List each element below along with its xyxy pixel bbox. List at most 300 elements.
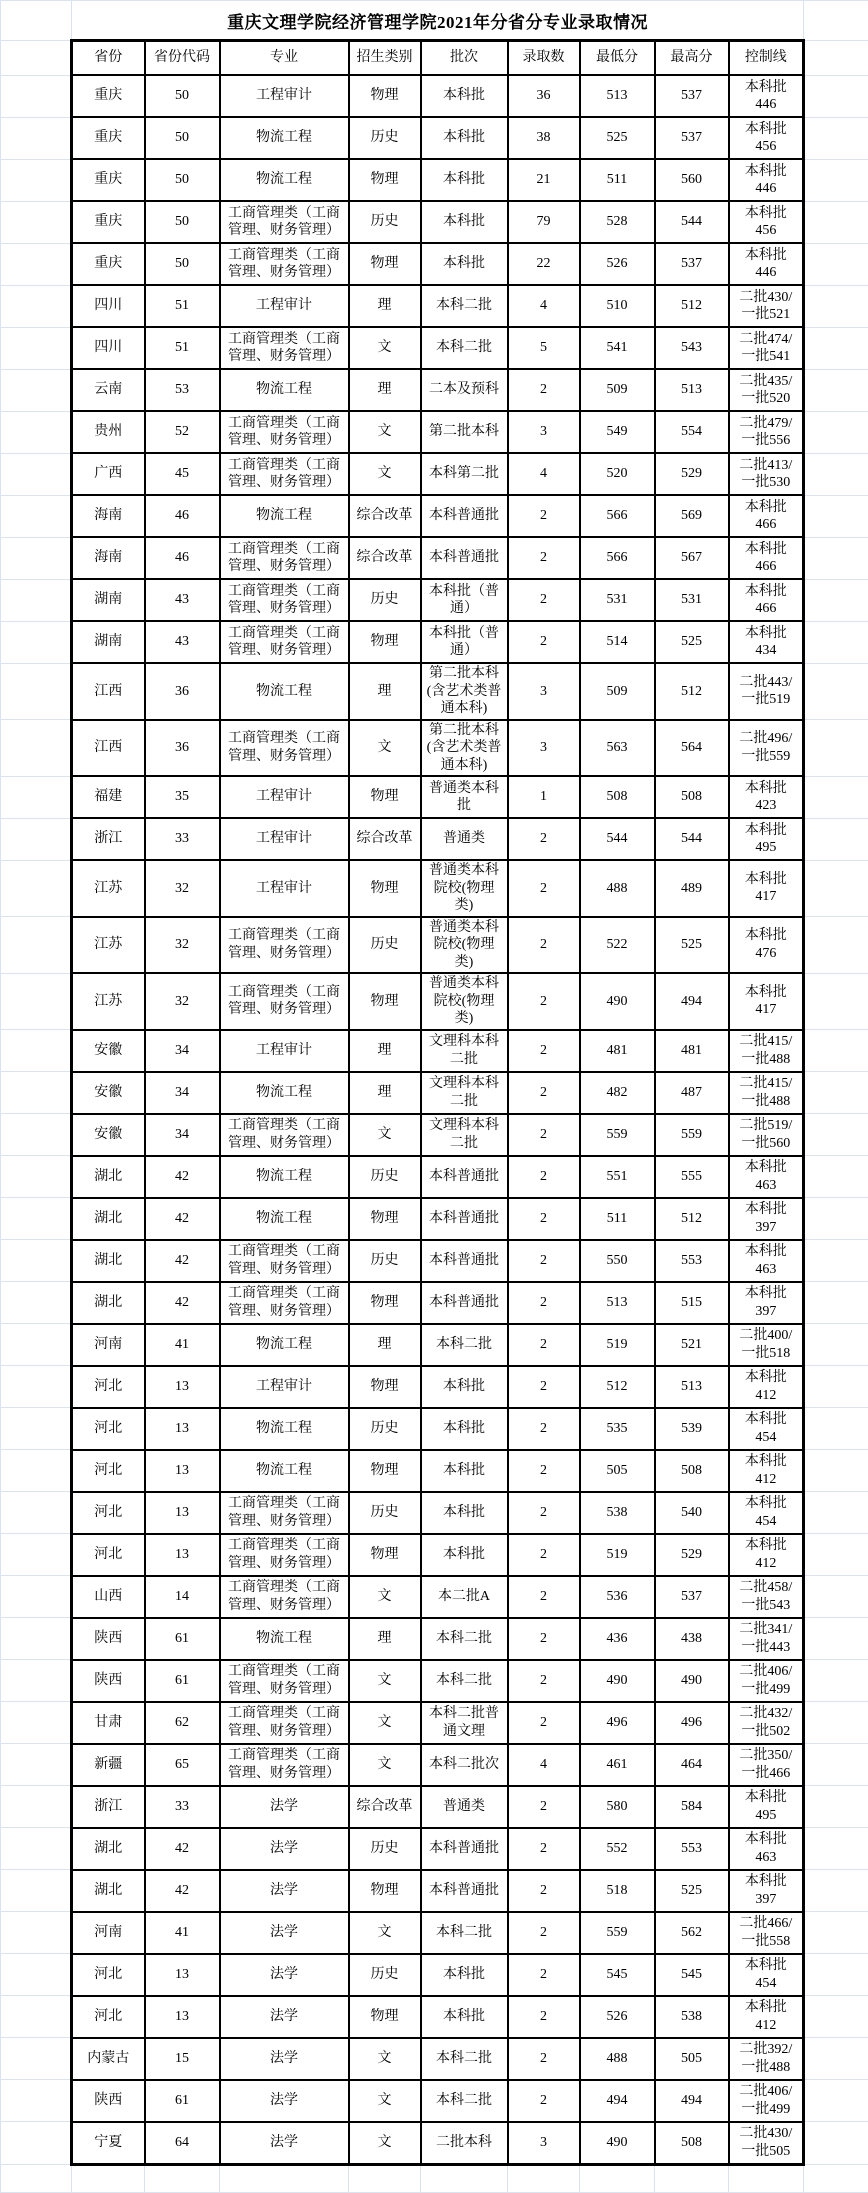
cell-control-line: 本科批 446	[729, 75, 804, 117]
cell-admission-category: 文	[349, 453, 421, 495]
column-header-control-line: 控制线	[729, 41, 804, 76]
cell-min-score: 519	[580, 1534, 655, 1576]
cell-admitted-count: 2	[508, 1534, 580, 1576]
cell-province: 湖北	[72, 1870, 145, 1912]
cell-min-score: 531	[580, 579, 655, 621]
left-margin-cell	[1, 579, 72, 621]
left-margin-cell	[1, 1786, 72, 1828]
cell-admission-category: 理	[349, 369, 421, 411]
right-margin-cell	[804, 453, 868, 495]
column-header-admitted-count: 录取数	[508, 41, 580, 76]
cell-province-code: 36	[145, 663, 220, 720]
left-margin-cell	[1, 663, 72, 720]
left-margin-cell	[1, 117, 72, 159]
cell-major: 工商管理类（工商 管理、财务管理）	[220, 1240, 349, 1282]
left-margin-cell	[1, 41, 72, 76]
cell-min-score: 552	[580, 1828, 655, 1870]
right-margin-cell	[804, 1786, 868, 1828]
cell-admitted-count: 2	[508, 1408, 580, 1450]
cell-major: 工商管理类（工商 管理、财务管理）	[220, 1282, 349, 1324]
left-margin-cell	[1, 1240, 72, 1282]
right-margin-cell	[804, 1240, 868, 1282]
cell-major: 法学	[220, 1954, 349, 1996]
right-margin-cell	[804, 159, 868, 201]
left-margin-cell	[1, 621, 72, 663]
cell-batch: 本科批	[421, 159, 508, 201]
cell-control-line: 本科批 454	[729, 1954, 804, 1996]
cell-admission-category: 历史	[349, 201, 421, 243]
cell-max-score: 537	[655, 1576, 729, 1618]
right-margin-cell	[804, 243, 868, 285]
cell-batch: 普通类本科 院校(物理 类)	[421, 973, 508, 1030]
cell-admission-category: 历史	[349, 1240, 421, 1282]
cell-max-score: 489	[655, 860, 729, 917]
cell-max-score: 569	[655, 495, 729, 537]
cell-province-code: 13	[145, 1996, 220, 2038]
cell-admitted-count: 2	[508, 1282, 580, 1324]
cell-max-score: 544	[655, 201, 729, 243]
table-row	[1, 1030, 868, 1072]
right-margin-cell	[804, 1114, 868, 1156]
right-margin-cell	[804, 1534, 868, 1576]
cell-min-score: 545	[580, 1954, 655, 1996]
table-row	[1, 2080, 868, 2122]
cell-admitted-count: 3	[508, 663, 580, 720]
cell-control-line: 本科批 463	[729, 1828, 804, 1870]
cell-province: 陕西	[72, 2080, 145, 2122]
gridline-cell	[72, 2164, 145, 2192]
cell-province-code: 52	[145, 411, 220, 453]
cell-major: 工商管理类（工商 管理、财务管理）	[220, 1660, 349, 1702]
cell-major: 物流工程	[220, 1618, 349, 1660]
cell-major: 工商管理类（工商 管理、财务管理）	[220, 243, 349, 285]
cell-batch: 本二批A	[421, 1576, 508, 1618]
cell-max-score: 508	[655, 1450, 729, 1492]
cell-province: 广西	[72, 453, 145, 495]
cell-province-code: 46	[145, 537, 220, 579]
right-margin-cell	[804, 1282, 868, 1324]
cell-max-score: 538	[655, 1996, 729, 2038]
cell-major: 物流工程	[220, 369, 349, 411]
cell-admission-category: 文	[349, 1912, 421, 1954]
cell-min-score: 522	[580, 917, 655, 974]
cell-max-score: 531	[655, 579, 729, 621]
cell-major: 法学	[220, 1912, 349, 1954]
table-row	[1, 1912, 868, 1954]
cell-province: 河南	[72, 1912, 145, 1954]
cell-control-line: 二批400/ 一批518	[729, 1324, 804, 1366]
cell-province: 内蒙古	[72, 2038, 145, 2080]
cell-admitted-count: 2	[508, 1450, 580, 1492]
table-row	[1, 2038, 868, 2080]
cell-control-line: 二批406/ 一批499	[729, 1660, 804, 1702]
cell-admitted-count: 2	[508, 2038, 580, 2080]
cell-major: 物流工程	[220, 117, 349, 159]
cell-admitted-count: 2	[508, 621, 580, 663]
cell-province: 重庆	[72, 117, 145, 159]
right-margin-cell	[804, 621, 868, 663]
right-margin-cell	[804, 41, 868, 76]
table-row	[1, 411, 868, 453]
right-margin-cell	[804, 579, 868, 621]
cell-max-score: 562	[655, 1912, 729, 1954]
cell-min-score: 490	[580, 973, 655, 1030]
cell-admitted-count: 2	[508, 818, 580, 860]
cell-batch: 本科二批	[421, 327, 508, 369]
table-row	[1, 1450, 868, 1492]
cell-control-line: 本科批 412	[729, 1996, 804, 2038]
gridline-cell	[349, 2164, 421, 2192]
cell-admission-category: 理	[349, 1030, 421, 1072]
cell-max-score: 554	[655, 411, 729, 453]
cell-major: 工商管理类（工商 管理、财务管理）	[220, 579, 349, 621]
cell-max-score: 584	[655, 1786, 729, 1828]
cell-max-score: 515	[655, 1282, 729, 1324]
cell-province: 湖北	[72, 1828, 145, 1870]
cell-batch: 本科批	[421, 75, 508, 117]
cell-province-code: 62	[145, 1702, 220, 1744]
right-margin-cell	[804, 1870, 868, 1912]
left-margin-cell	[1, 1156, 72, 1198]
cell-admitted-count: 2	[508, 495, 580, 537]
cell-min-score: 544	[580, 818, 655, 860]
cell-admitted-count: 2	[508, 860, 580, 917]
cell-control-line: 本科批 397	[729, 1282, 804, 1324]
cell-max-score: 494	[655, 973, 729, 1030]
cell-batch: 普通类本科 院校(物理 类)	[421, 917, 508, 974]
right-margin-cell	[804, 411, 868, 453]
cell-min-score: 511	[580, 1198, 655, 1240]
cell-control-line: 二批432/ 一批502	[729, 1702, 804, 1744]
cell-province: 重庆	[72, 201, 145, 243]
left-margin-cell	[1, 1, 72, 41]
right-margin-cell	[804, 1408, 868, 1450]
right-margin-cell	[804, 818, 868, 860]
cell-province-code: 32	[145, 973, 220, 1030]
cell-min-score: 514	[580, 621, 655, 663]
cell-control-line: 本科批 412	[729, 1450, 804, 1492]
cell-control-line: 本科批 456	[729, 117, 804, 159]
cell-province: 河北	[72, 1996, 145, 2038]
right-margin-cell	[804, 1030, 868, 1072]
table-row	[1, 159, 868, 201]
cell-max-score: 508	[655, 2122, 729, 2165]
cell-max-score: 553	[655, 1240, 729, 1282]
left-margin-cell	[1, 201, 72, 243]
cell-max-score: 496	[655, 1702, 729, 1744]
cell-admission-category: 文	[349, 720, 421, 777]
table-row	[1, 1198, 868, 1240]
cell-admission-category: 物理	[349, 1996, 421, 2038]
table-row	[1, 1408, 868, 1450]
cell-max-score: 553	[655, 1828, 729, 1870]
table-row	[1, 495, 868, 537]
cell-admission-category: 理	[349, 1324, 421, 1366]
cell-province-code: 35	[145, 776, 220, 818]
cell-batch: 本科批	[421, 1408, 508, 1450]
cell-province: 陕西	[72, 1618, 145, 1660]
cell-max-score: 529	[655, 1534, 729, 1576]
left-margin-cell	[1, 495, 72, 537]
cell-admitted-count: 2	[508, 1324, 580, 1366]
cell-admitted-count: 2	[508, 1492, 580, 1534]
cell-province: 江苏	[72, 917, 145, 974]
cell-province-code: 32	[145, 917, 220, 974]
cell-control-line: 二批435/ 一批520	[729, 369, 804, 411]
cell-batch: 本科普通批	[421, 1828, 508, 1870]
left-margin-cell	[1, 1870, 72, 1912]
table-row	[1, 1870, 868, 1912]
cell-major: 工程审计	[220, 1030, 349, 1072]
cell-province-code: 41	[145, 1912, 220, 1954]
cell-major: 物流工程	[220, 1072, 349, 1114]
gridline-cell	[220, 2164, 349, 2192]
cell-province-code: 32	[145, 860, 220, 917]
gridline-cell	[145, 2164, 220, 2192]
cell-batch: 本科批	[421, 1492, 508, 1534]
cell-min-score: 525	[580, 117, 655, 159]
table-row	[1, 369, 868, 411]
cell-max-score: 521	[655, 1324, 729, 1366]
right-margin-cell	[804, 369, 868, 411]
cell-admission-category: 文	[349, 2038, 421, 2080]
left-margin-cell	[1, 537, 72, 579]
cell-batch: 本科普通批	[421, 495, 508, 537]
cell-admitted-count: 2	[508, 579, 580, 621]
cell-control-line: 本科批 463	[729, 1156, 804, 1198]
cell-control-line: 二批466/ 一批558	[729, 1912, 804, 1954]
cell-max-score: 537	[655, 117, 729, 159]
cell-admission-category: 历史	[349, 1828, 421, 1870]
cell-province-code: 64	[145, 2122, 220, 2165]
cell-min-score: 541	[580, 327, 655, 369]
cell-max-score: 512	[655, 285, 729, 327]
cell-max-score: 508	[655, 776, 729, 818]
left-margin-cell	[1, 1744, 72, 1786]
table-body	[1, 75, 868, 2164]
page-title: 重庆文理学院经济管理学院2021年分省分专业录取情况	[72, 1, 804, 41]
cell-max-score: 525	[655, 917, 729, 974]
cell-max-score: 555	[655, 1156, 729, 1198]
cell-admission-category: 理	[349, 1618, 421, 1660]
cell-major: 工商管理类（工商 管理、财务管理）	[220, 327, 349, 369]
cell-batch: 本科批	[421, 201, 508, 243]
left-margin-cell	[1, 327, 72, 369]
cell-admitted-count: 2	[508, 1198, 580, 1240]
cell-admitted-count: 38	[508, 117, 580, 159]
cell-major: 物流工程	[220, 663, 349, 720]
cell-min-score: 518	[580, 1870, 655, 1912]
left-margin-cell	[1, 2038, 72, 2080]
table-row	[1, 1618, 868, 1660]
right-margin-cell	[804, 973, 868, 1030]
cell-province: 安徽	[72, 1114, 145, 1156]
cell-province-code: 34	[145, 1114, 220, 1156]
cell-batch: 二本及预科	[421, 369, 508, 411]
cell-control-line: 本科批 446	[729, 159, 804, 201]
left-margin-cell	[1, 2080, 72, 2122]
cell-province-code: 42	[145, 1828, 220, 1870]
cell-admission-category: 文	[349, 411, 421, 453]
table-row	[1, 1072, 868, 1114]
cell-major: 法学	[220, 1786, 349, 1828]
cell-province-code: 33	[145, 1786, 220, 1828]
right-margin-cell	[804, 1156, 868, 1198]
cell-control-line: 二批341/ 一批443	[729, 1618, 804, 1660]
cell-admitted-count: 22	[508, 243, 580, 285]
cell-admission-category: 物理	[349, 621, 421, 663]
cell-admission-category: 理	[349, 663, 421, 720]
cell-major: 工商管理类（工商 管理、财务管理）	[220, 1702, 349, 1744]
cell-max-score: 490	[655, 1660, 729, 1702]
cell-major: 工商管理类（工商 管理、财务管理）	[220, 201, 349, 243]
right-margin-cell	[804, 1660, 868, 1702]
cell-batch: 本科二批	[421, 1618, 508, 1660]
cell-control-line: 本科批 466	[729, 495, 804, 537]
right-margin-cell	[804, 1744, 868, 1786]
cell-major: 工商管理类（工商 管理、财务管理）	[220, 973, 349, 1030]
cell-batch: 第二批本科 (含艺术类普 通本科)	[421, 720, 508, 777]
cell-admitted-count: 2	[508, 1786, 580, 1828]
cell-min-score: 536	[580, 1576, 655, 1618]
cell-control-line: 二批392/ 一批488	[729, 2038, 804, 2080]
cell-major: 工商管理类（工商 管理、财务管理）	[220, 1534, 349, 1576]
left-margin-cell	[1, 75, 72, 117]
cell-min-score: 482	[580, 1072, 655, 1114]
gridline-cell	[580, 2164, 655, 2192]
right-margin-cell	[804, 776, 868, 818]
bottom-gridline-row	[1, 2164, 868, 2192]
cell-major: 物流工程	[220, 1408, 349, 1450]
cell-min-score: 488	[580, 860, 655, 917]
left-margin-cell	[1, 1450, 72, 1492]
cell-max-score: 544	[655, 818, 729, 860]
right-margin-cell	[804, 860, 868, 917]
cell-max-score: 543	[655, 327, 729, 369]
cell-batch: 本科二批	[421, 1660, 508, 1702]
cell-admission-category: 物理	[349, 1198, 421, 1240]
table-row	[1, 1954, 868, 1996]
cell-admitted-count: 2	[508, 1702, 580, 1744]
cell-admitted-count: 2	[508, 1618, 580, 1660]
table-row	[1, 776, 868, 818]
cell-province-code: 42	[145, 1870, 220, 1912]
cell-min-score: 550	[580, 1240, 655, 1282]
cell-province-code: 51	[145, 327, 220, 369]
cell-province-code: 15	[145, 2038, 220, 2080]
table-row	[1, 453, 868, 495]
table-row	[1, 2122, 868, 2165]
cell-admission-category: 历史	[349, 579, 421, 621]
cell-batch: 本科批	[421, 1450, 508, 1492]
cell-province: 江西	[72, 663, 145, 720]
cell-control-line: 本科批 412	[729, 1534, 804, 1576]
cell-province: 四川	[72, 285, 145, 327]
header-row	[1, 41, 868, 76]
cell-min-score: 512	[580, 1366, 655, 1408]
cell-major: 工程审计	[220, 1366, 349, 1408]
table-row	[1, 1114, 868, 1156]
cell-admission-category: 文	[349, 2080, 421, 2122]
cell-min-score: 526	[580, 1996, 655, 2038]
cell-province: 湖北	[72, 1198, 145, 1240]
cell-admission-category: 物理	[349, 1366, 421, 1408]
cell-province: 浙江	[72, 818, 145, 860]
cell-admitted-count: 3	[508, 720, 580, 777]
cell-province: 安徽	[72, 1030, 145, 1072]
cell-province: 福建	[72, 776, 145, 818]
cell-max-score: 529	[655, 453, 729, 495]
cell-admission-category: 物理	[349, 243, 421, 285]
cell-admission-category: 文	[349, 1114, 421, 1156]
cell-admission-category: 物理	[349, 860, 421, 917]
right-margin-cell	[804, 2038, 868, 2080]
cell-province: 河北	[72, 1408, 145, 1450]
cell-province-code: 50	[145, 201, 220, 243]
column-header-min-score: 最低分	[580, 41, 655, 76]
cell-control-line: 二批415/ 一批488	[729, 1072, 804, 1114]
cell-admission-category: 物理	[349, 1870, 421, 1912]
cell-max-score: 525	[655, 621, 729, 663]
cell-min-score: 494	[580, 2080, 655, 2122]
left-margin-cell	[1, 1072, 72, 1114]
cell-control-line: 本科批 412	[729, 1366, 804, 1408]
table-row	[1, 579, 868, 621]
cell-control-line: 本科批 454	[729, 1492, 804, 1534]
cell-province: 四川	[72, 327, 145, 369]
cell-province: 河北	[72, 1366, 145, 1408]
cell-admission-category: 物理	[349, 159, 421, 201]
cell-batch: 本科二批普 通文理	[421, 1702, 508, 1744]
cell-admitted-count: 3	[508, 411, 580, 453]
cell-min-score: 513	[580, 1282, 655, 1324]
cell-province: 江西	[72, 720, 145, 777]
cell-max-score: 505	[655, 2038, 729, 2080]
right-margin-cell	[804, 1324, 868, 1366]
cell-province-code: 50	[145, 243, 220, 285]
cell-province-code: 33	[145, 818, 220, 860]
cell-batch: 本科二批	[421, 1324, 508, 1366]
cell-min-score: 490	[580, 2122, 655, 2165]
cell-province-code: 61	[145, 1660, 220, 1702]
left-margin-cell	[1, 2164, 72, 2192]
cell-min-score: 559	[580, 1912, 655, 1954]
table-row	[1, 243, 868, 285]
cell-batch: 文理科本科 二批	[421, 1114, 508, 1156]
cell-min-score: 508	[580, 776, 655, 818]
left-margin-cell	[1, 776, 72, 818]
cell-admitted-count: 2	[508, 1576, 580, 1618]
cell-control-line: 本科批 466	[729, 537, 804, 579]
cell-province-code: 50	[145, 117, 220, 159]
cell-major: 物流工程	[220, 1450, 349, 1492]
cell-batch: 本科二批	[421, 2080, 508, 2122]
table-row	[1, 1744, 868, 1786]
table-row	[1, 1996, 868, 2038]
left-margin-cell	[1, 159, 72, 201]
cell-max-score: 525	[655, 1870, 729, 1912]
right-margin-cell	[804, 1618, 868, 1660]
cell-control-line: 二批519/ 一批560	[729, 1114, 804, 1156]
cell-admitted-count: 2	[508, 1366, 580, 1408]
cell-major: 法学	[220, 2080, 349, 2122]
cell-max-score: 513	[655, 369, 729, 411]
cell-province-code: 34	[145, 1030, 220, 1072]
cell-control-line: 二批458/ 一批543	[729, 1576, 804, 1618]
cell-min-score: 510	[580, 285, 655, 327]
cell-province-code: 43	[145, 579, 220, 621]
cell-admission-category: 物理	[349, 776, 421, 818]
